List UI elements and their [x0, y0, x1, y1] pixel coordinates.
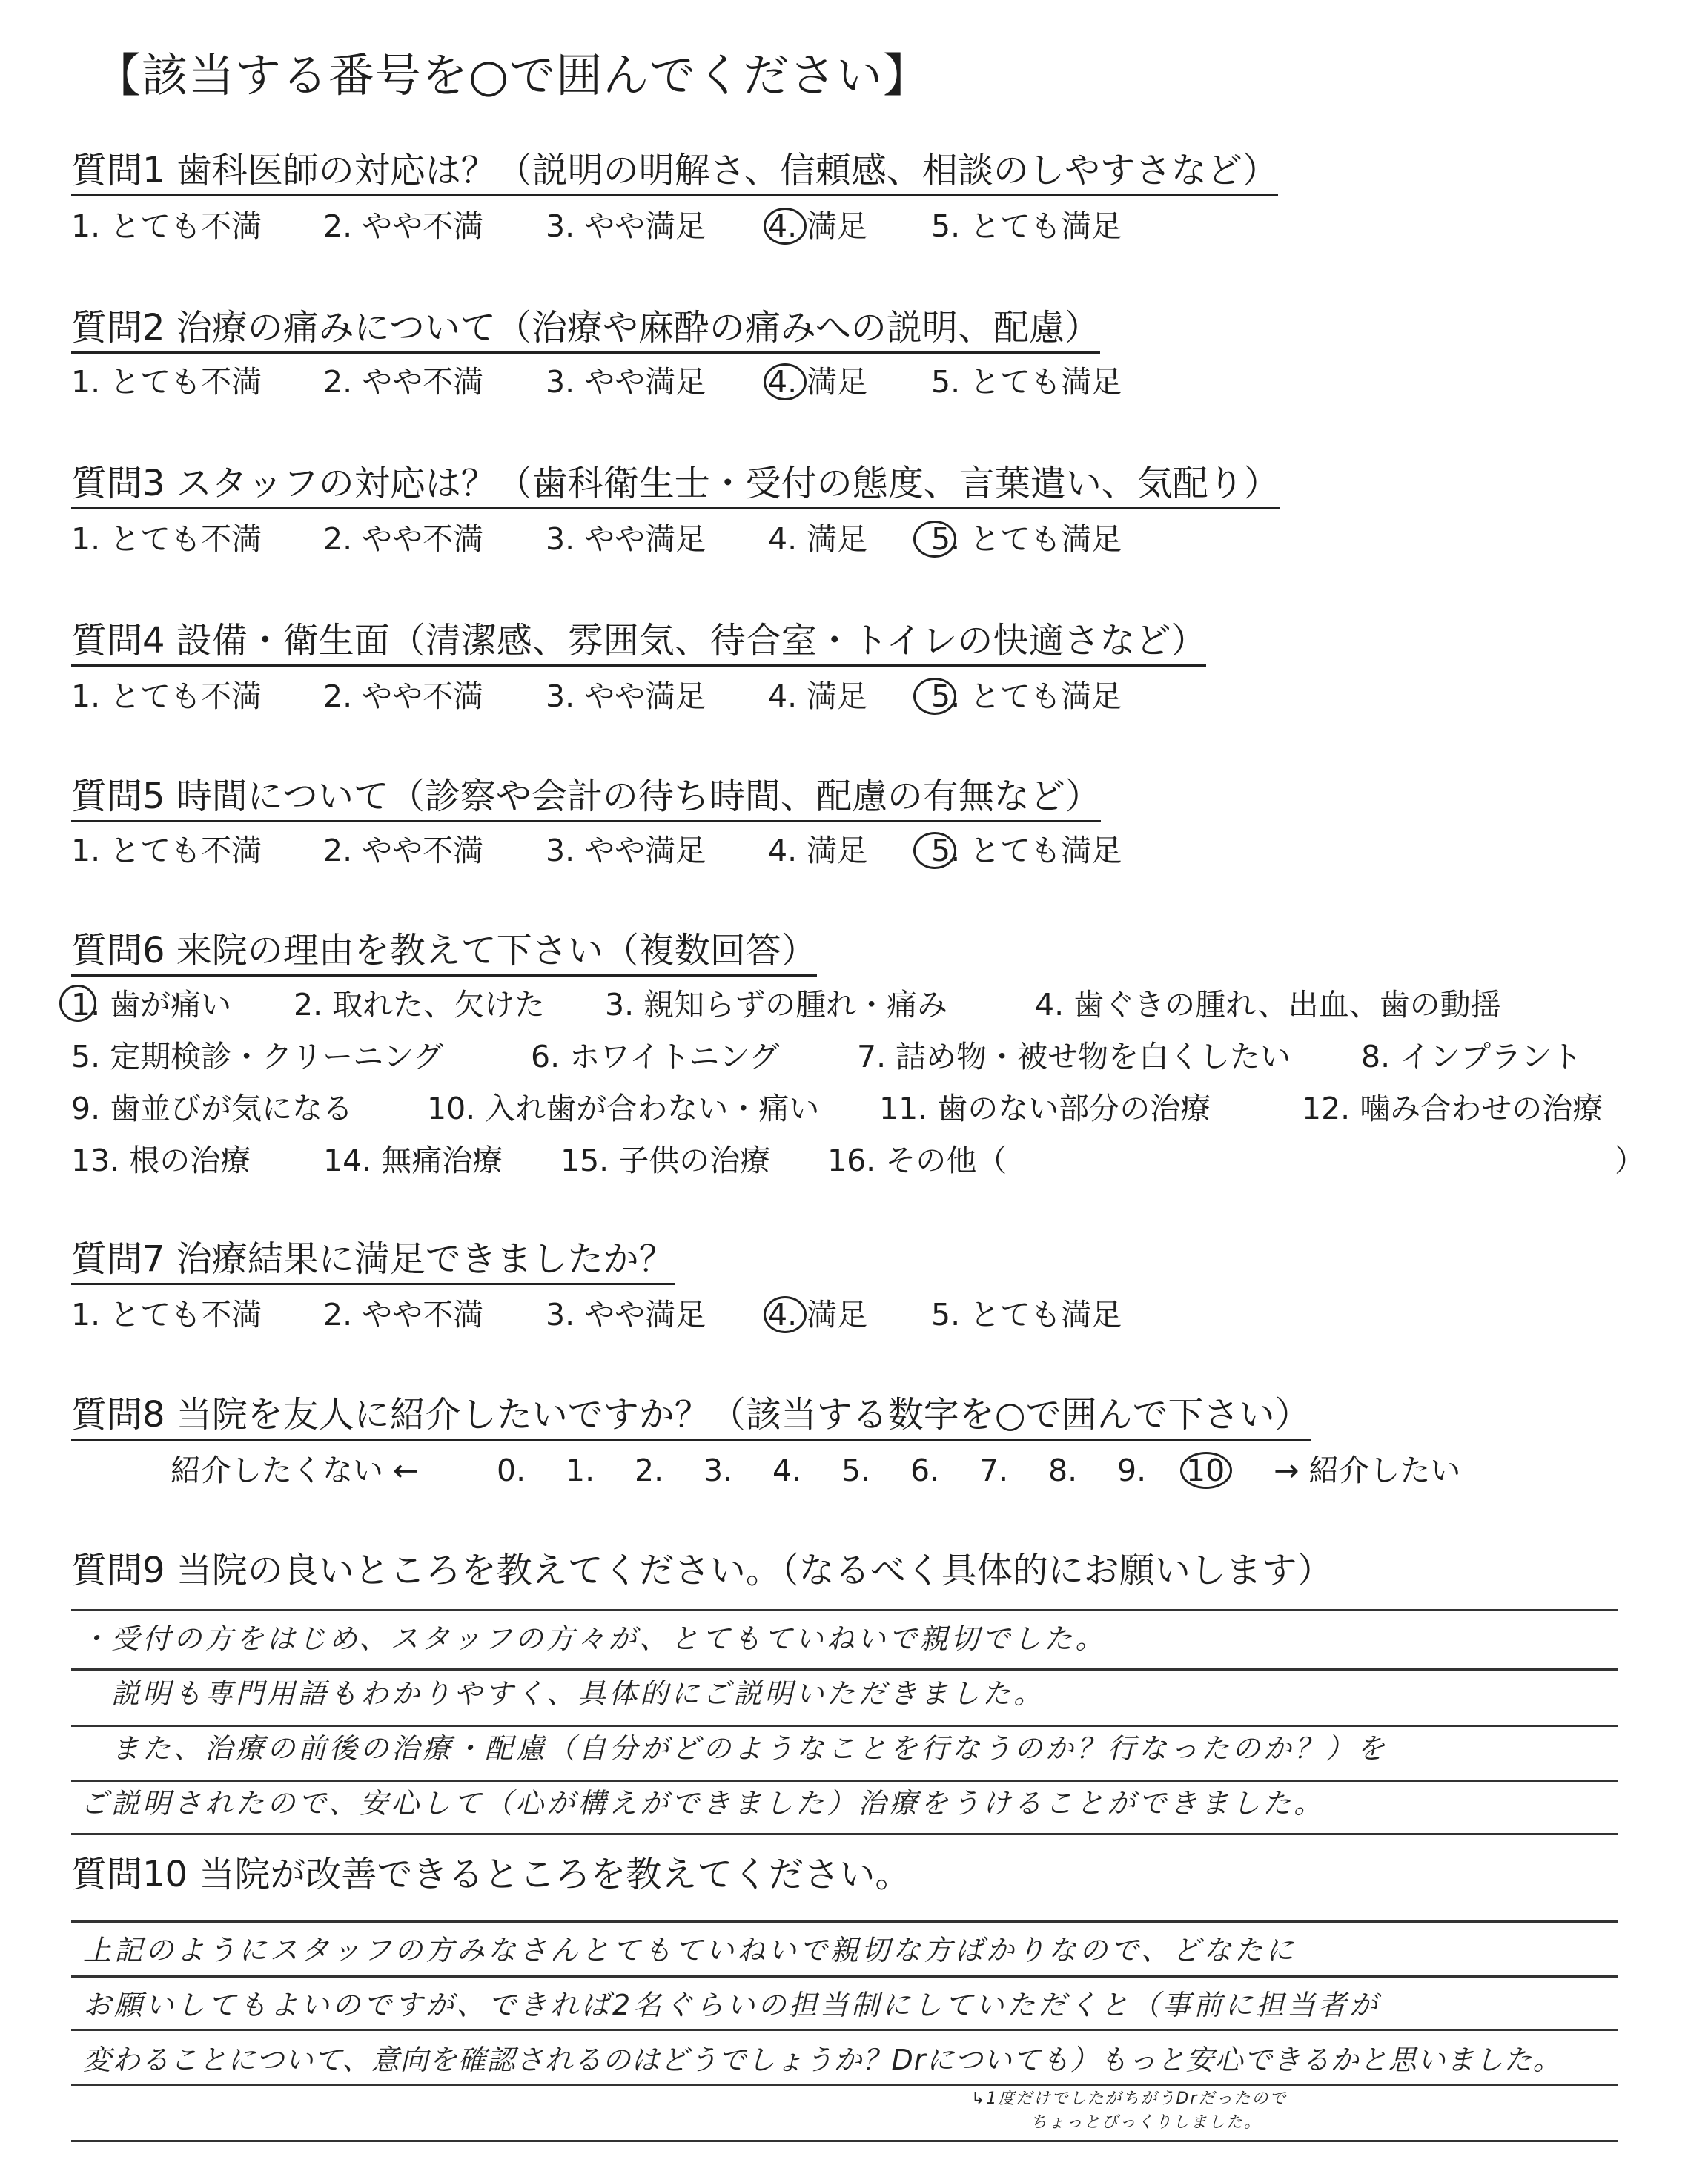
q8-num-3[interactable]: 3.	[704, 1453, 733, 1488]
q6-option-12[interactable]: 12. 噛み合わせの治療	[1302, 1091, 1603, 1126]
q8-num-9[interactable]: 9.	[1117, 1453, 1147, 1488]
question-5-label: 質問5 時間について（診察や会計の待ち時間、配慮の有無など）	[71, 774, 1101, 822]
question-8-label: 質問8 当院を友人に紹介したいですか？（該当する数字を○で囲んで下さい）	[71, 1393, 1311, 1441]
question-10-label: 質問10 当院が改善できるところを教えてください。	[71, 1854, 911, 1895]
q8-num-1[interactable]: 1.	[566, 1453, 595, 1488]
q2-option-2[interactable]: 2. やや不満	[323, 364, 484, 400]
q8-num-10[interactable]: 10	[1186, 1453, 1225, 1488]
q8-num-5[interactable]: 5.	[841, 1453, 871, 1488]
q5-option-5[interactable]: 5. とても満足	[931, 833, 1122, 868]
question-4-options	[71, 678, 1122, 715]
q6-option-11[interactable]: 11. 歯のない部分の治療	[879, 1091, 1211, 1126]
q2-selection-circle	[764, 363, 807, 400]
q10-answer-line	[71, 1920, 1618, 1923]
q6-option-1[interactable]: 1. 歯が痛い	[71, 987, 232, 1023]
q10-annotation-line-1: ↳1度だけでしたがちがうDrだったので	[971, 2090, 1288, 2108]
q10-answer-line-2: お願いしてもよいのですが、できれば2名ぐらいの担当制にしていただくと（事前に担当者が	[83, 1989, 1381, 2021]
q9-answer-line	[71, 1609, 1618, 1611]
question-5-options	[71, 832, 1122, 869]
q6-option-10[interactable]: 10. 入れ歯が合わない・痛い	[427, 1091, 820, 1126]
q9-answer-line-4: ご説明されたので、安心して（心が構えができました）治療をうけることができました。	[80, 1787, 1325, 1820]
q8-num-2[interactable]: 2.	[635, 1453, 664, 1488]
q2-option-5[interactable]: 5. とても満足	[931, 364, 1122, 400]
q4-option-4[interactable]: 4. 満足	[768, 678, 868, 714]
q4-selection-circle	[913, 678, 956, 715]
q7-option-3[interactable]: 3. やや満足	[546, 1297, 706, 1332]
q7-option-1[interactable]: 1. とても不満	[71, 1297, 262, 1332]
q6-row-2	[71, 1038, 1582, 1075]
q8-num-4[interactable]: 4.	[772, 1453, 802, 1488]
q8-num-7[interactable]: 7.	[979, 1453, 1009, 1488]
q2-option-1[interactable]: 1. とても不満	[71, 364, 262, 400]
q6-row-3	[71, 1090, 1603, 1127]
q6-other-close-paren: ）	[1615, 1143, 1645, 1178]
question-6-label: 質問6 来院の理由を教えて下さい（複数回答）	[71, 928, 817, 977]
q5-option-4[interactable]: 4. 満足	[768, 833, 868, 868]
question-4-label: 質問4 設備・衛生面（清潔感、雰囲気、待合室・トイレの快適さなど）	[71, 618, 1206, 667]
question-3-options	[71, 521, 1122, 558]
q7-selection-circle	[764, 1296, 807, 1333]
q3-selection-circle	[913, 521, 956, 558]
q6-option-2[interactable]: 2. 取れた、欠けた	[294, 987, 546, 1023]
q1-option-2[interactable]: 2. やや不満	[323, 208, 484, 244]
q8-scale-left: 紹介したくない ←	[171, 1453, 419, 1488]
question-3-label: 質問3 スタッフの対応は？（歯科衛生士・受付の態度、言葉遣い、気配り）	[71, 461, 1280, 509]
q6-option-14[interactable]: 14. 無痛治療	[323, 1143, 503, 1178]
q7-option-5[interactable]: 5. とても満足	[931, 1297, 1122, 1332]
q5-selection-circle	[913, 832, 956, 869]
q8-num-0[interactable]: 0.	[497, 1453, 526, 1488]
q6-option-16[interactable]: 16. その他（	[827, 1143, 1007, 1178]
q9-answer-line	[71, 1833, 1618, 1835]
q6-option-8[interactable]: 8. インプラント	[1361, 1039, 1583, 1074]
q6-option-6[interactable]: 6. ホワイトニング	[531, 1039, 780, 1074]
q3-option-5[interactable]: 5. とても満足	[931, 521, 1122, 557]
q6-row-1	[71, 986, 1501, 1023]
q7-option-4[interactable]: 4. 満足	[768, 1297, 868, 1332]
q8-num-8[interactable]: 8.	[1048, 1453, 1078, 1488]
q3-option-3[interactable]: 3. やや満足	[546, 521, 706, 557]
q4-option-5[interactable]: 5. とても満足	[931, 678, 1122, 714]
q9-answer-line-1: ・受付の方をはじめ、スタッフの方々が、とてもていねいで親切でした。	[80, 1622, 1107, 1655]
q6-option-13[interactable]: 13. 根の治療	[71, 1143, 251, 1178]
q6-selection-circle	[59, 985, 96, 1022]
q4-option-2[interactable]: 2. やや不満	[323, 678, 484, 714]
q8-num-6[interactable]: 6.	[910, 1453, 940, 1488]
q9-answer-line-2: 説明も専門用語もわかりやすく、具体的にご説明いただきました。	[111, 1677, 1045, 1710]
q9-answer-line	[71, 1668, 1618, 1671]
q6-row-4	[71, 1142, 1007, 1179]
q5-option-1[interactable]: 1. とても不満	[71, 833, 262, 868]
q5-option-2[interactable]: 2. やや不満	[323, 833, 484, 868]
q6-option-3[interactable]: 3. 親知らずの腫れ・痛み	[605, 987, 948, 1023]
question-1-options	[71, 208, 1122, 245]
q10-answer-line-1: 上記のようにスタッフの方みなさんとてもていねいで親切な方ばかりなので、どなたに	[83, 1934, 1297, 1966]
q2-option-3[interactable]: 3. やや満足	[546, 364, 706, 400]
page-title: 【該当する番号を○で囲んでください】	[95, 48, 930, 102]
q10-answer-line-3: 変わることについて、意向を確認されるのはどうでしょうか？Drについても）もっと安心できるかと思いました。	[83, 2044, 1562, 2076]
question-9-label: 質問9 当院の良いところを教えてください。（なるべく具体的にお願いします）	[71, 1550, 1333, 1591]
q2-option-4[interactable]: 4. 満足	[768, 364, 868, 400]
q6-option-4[interactable]: 4. 歯ぐきの腫れ、出血、歯の動揺	[1035, 987, 1501, 1023]
q1-option-1[interactable]: 1. とても不満	[71, 208, 262, 244]
q5-option-3[interactable]: 3. やや満足	[546, 833, 706, 868]
q4-option-3[interactable]: 3. やや満足	[546, 678, 706, 714]
q4-option-1[interactable]: 1. とても不満	[71, 678, 262, 714]
q9-answer-line	[71, 1725, 1618, 1727]
q10-annotation-line-2: ちょっとびっくりしました。	[1030, 2113, 1262, 2132]
question-7-label: 質問7 治療結果に満足できましたか？	[71, 1237, 675, 1285]
q10-answer-line	[71, 2084, 1618, 2086]
q3-option-4[interactable]: 4. 満足	[768, 521, 868, 557]
q8-scale-right: → 紹介したい	[1274, 1453, 1461, 1488]
q8-scale-numbers	[497, 1452, 1245, 1489]
q10-answer-line	[71, 2140, 1618, 2142]
q10-answer-line	[71, 1975, 1618, 1978]
q8-selection-circle	[1180, 1452, 1232, 1489]
q1-option-4[interactable]: 4. 満足	[768, 208, 868, 244]
q6-option-9[interactable]: 9. 歯並びが気になる	[71, 1091, 354, 1126]
q3-option-1[interactable]: 1. とても不満	[71, 521, 262, 557]
q9-answer-line	[71, 1780, 1618, 1782]
question-2-options	[71, 363, 1122, 400]
q6-option-15[interactable]: 15. 子供の治療	[560, 1143, 771, 1178]
question-2-label: 質問2 治療の痛みについて（治療や麻酔の痛みへの説明、配慮）	[71, 305, 1100, 354]
q1-selection-circle	[764, 208, 807, 245]
question-7-options	[71, 1296, 1122, 1333]
q10-answer-line	[71, 2029, 1618, 2031]
q6-option-5[interactable]: 5. 定期検診・クリーニング	[71, 1039, 444, 1074]
q9-answer-line-3: また、治療の前後の治療・配慮（自分がどのようなことを行なうのか？行なったのか？）を	[111, 1732, 1388, 1765]
question-1-label: 質問1 歯科医師の対応は？（説明の明解さ、信頼感、相談のしやすさなど）	[71, 148, 1278, 196]
q1-option-5[interactable]: 5. とても満足	[931, 208, 1122, 244]
q6-option-7[interactable]: 7. 詰め物・被せ物を白くしたい	[857, 1039, 1291, 1074]
q7-option-2[interactable]: 2. やや不満	[323, 1297, 484, 1332]
q1-option-3[interactable]: 3. やや満足	[546, 208, 706, 244]
q3-option-2[interactable]: 2. やや不満	[323, 521, 484, 557]
